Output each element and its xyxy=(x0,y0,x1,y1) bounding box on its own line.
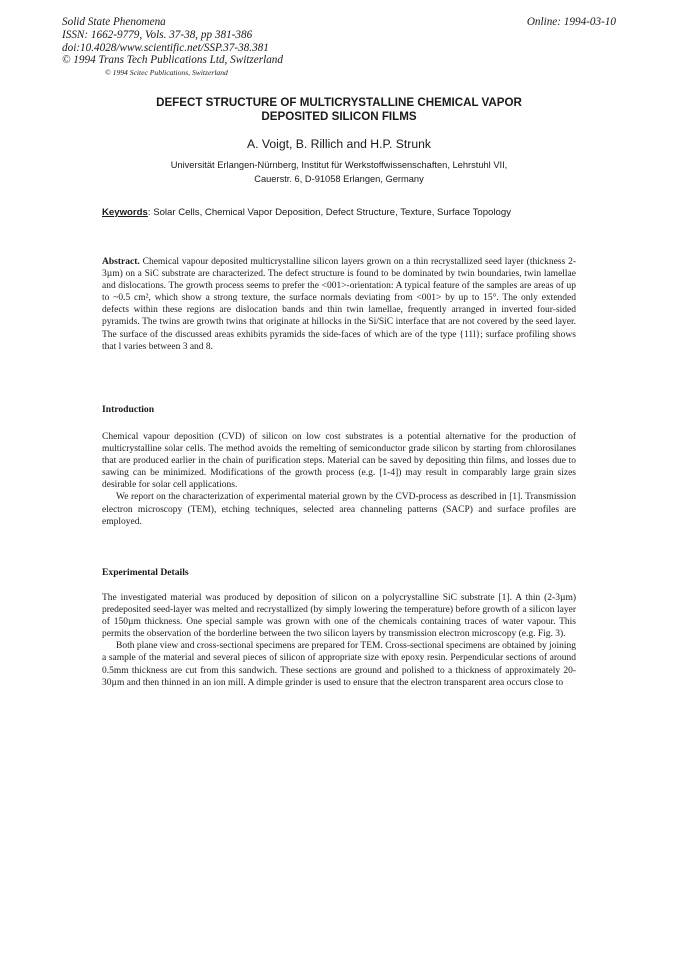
abstract-section xyxy=(102,256,576,353)
online-date: Online: 1994-03-10 xyxy=(526,16,616,28)
keywords-label: Keywords xyxy=(102,207,148,218)
introduction-section xyxy=(102,431,576,528)
affiliation-line-1: Universität Erlangen-Nürnberg, Institut für Werkstoffwissenschaften, Lehrstuhl VII, xyxy=(170,160,508,170)
title-line-1: DEFECT STRUCTURE OF MULTICRYSTALLINE CHEMICAL VAPOR xyxy=(156,96,522,109)
issn-line: ISSN: 1662-9779, Vols. 37-38, pp 381-386 xyxy=(62,28,253,41)
introduction-paragraph-2: We report on the characterization of experimental material grown by the CVD-process as described in [1]. Transmission electron microscopy (TEM), etching techniques, selected area channeling patterns (SACP) and surface profiles are employed. xyxy=(102,492,576,527)
title-line-2: DEPOSITED SILICON FILMS xyxy=(261,110,417,123)
experimental-paragraph-1: The investigated material was produced by deposition of silicon on a polycrystalline SiC substrate [1]. A thin (2-3µm) predeposited seed-layer was melted and recrystallized (by simply lowering the temperature) before growth of a silicon layer of 150µm thickness. One special sample was grown with one of the chemicals containing traces of water vapour. This permits the observation of the borderline between the two silicon layers by transmission electron microscopy (e.g. Fig. 3). xyxy=(102,593,576,640)
copyright-line: © 1994 Trans Tech Publications Ltd, Switzerland xyxy=(62,54,283,67)
experimental-section xyxy=(102,592,576,689)
experimental-paragraph-2: Both plane view and cross-sectional specimens are prepared for TEM. Cross-sectional specimens are obtained by joining a sample of the material and several pieces of silicon of appropriate size with epoxy resin. Perpendicular sections of around 0.5mm thickness are cut from this sandwich. These sections are ground and polished to a thickness of approximately 20-30µm and then thinned in an ion mill. A dimple grinder is used to ensure that the electron transparent area occurs close to xyxy=(102,641,576,688)
keywords-list: : Solar Cells, Chemical Vapor Deposition, Defect Structure, Texture, Surface Topology xyxy=(147,207,511,218)
introduction-heading: Introduction xyxy=(102,404,155,415)
author-affiliation xyxy=(100,158,578,186)
journal-header xyxy=(62,16,283,67)
introduction-paragraph-1: Chemical vapour deposition (CVD) of silicon on low cost substrates is a potential alternative for the production of multicrystalline solar cells. The method avoids the remelting of semiconductor grade silicon by starting from chlorosilanes that are produced earlier in the chain of purification steps. Material can be saved by depositing thin films, and losses due to sawing can be minimized. Modifications of the growth process (e.g. [1-4]) may result in comparably large grain sizes desirable for solar cell applications. xyxy=(102,432,576,491)
paper-authors: A. Voigt, B. Rillich and H.P. Strunk xyxy=(246,137,432,151)
journal-name: Solid State Phenomena xyxy=(62,16,166,28)
paper-title xyxy=(100,96,578,124)
doi-line: doi:10.4028/www.scientific.net/SSP.37-38.381 xyxy=(62,41,269,54)
keywords-line xyxy=(102,207,582,218)
experimental-heading: Experimental Details xyxy=(102,567,189,578)
abstract-label: Abstract. xyxy=(102,257,140,267)
affiliation-line-2: Cauerstr. 6, D-91058 Erlangen, Germany xyxy=(254,174,424,184)
abstract-text: Chemical vapour deposited multicrystalline silicon layers grown on a thin recrystallized seed layer (thickness 2-3µm) on a SiC substrate are characterized. The defect structure is found to be dominated by twin boundaries, twin lamellae and dislocations. The growth process seems to prefer the <001>-orientation: A typical feature of the samples are areas of up to ~0.5 cm², which show a strong texture, the surface normals deviating from <001> by up to 15°. The only extended defects within these regions are dislocation bands and thin twin lamellae, frequently arranged in inverted four-sided pyramids. The twins are growth twins that originate at hillocks in the Si/SiC interface that are not covered by the seed layer. The surface of the discussed areas exhibits pyramids the side-faces of which are of the type {11l}; surface profiling shows that l varies between 3 and 8. xyxy=(102,257,576,352)
publisher-note: © 1994 Scitec Publications, Switzerland xyxy=(105,68,228,77)
